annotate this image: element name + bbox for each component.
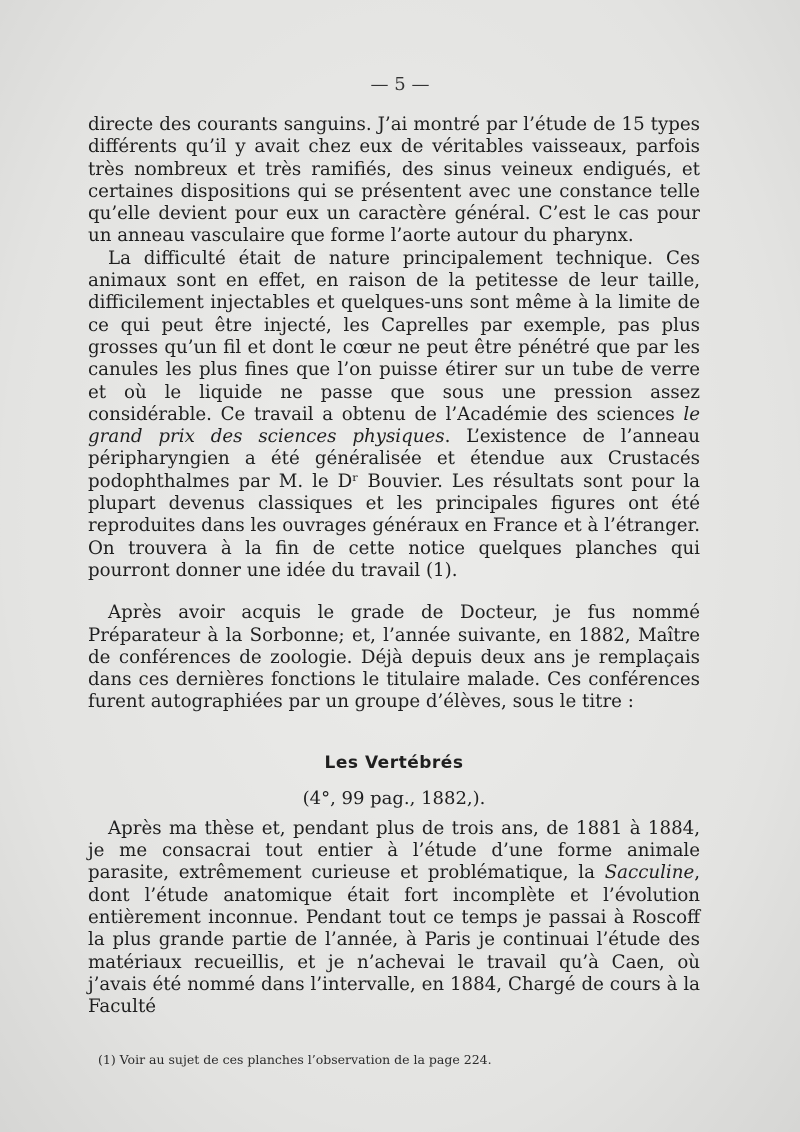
paragraph-2-italic: le grand prix des sciences physiques: [88, 403, 700, 448]
paragraph-2-text-a: La difficulté était de nature principalement technique. Ces animaux sont en effet, en raison de la petitesse de leur taille, difficilement injectables et quelques-uns sont même à la limite de ce qui peut être injecté, les Caprelles par exemple, pas plus grosses qu’un fil et dont le cœur ne peut être pénétré que par les canules les plus fines que l’on puisse étirer sur un tube de verre et où le liquide ne passe que sous une pression assez considérable. Ce travail a obtenu de l’Académie des sciences: [88, 247, 700, 425]
paragraph-4-text-a: Après ma thèse et, pendant plus de trois ans, de 1881 à 1884, je me consacrai tout entier à l’étude d’une forme animale parasite, extrêmement curieuse et problématique, la: [88, 817, 700, 884]
footnote: (1) Voir au sujet de ces planches l’observation de la page 224.: [98, 1052, 492, 1067]
paragraph-2-text-b: . L’existence de l’anneau péripharyngien a été généralisée et étendue aux Crustacés podophthalmes par M. le Dʳ Bouvier. Les résultats sont pour la plupart devenus classiques et les principales figures ont été reproduites dans les ouvrages généraux en France et à l’étranger. On trouvera à la fin de cette notice quelques planches qui pourront donner une idée du travail (1).: [88, 426, 700, 581]
paragraph-4-italic: Sacculine: [604, 862, 695, 884]
body-text: [88, 114, 700, 1018]
section-title: Les Vertébrés: [324, 752, 464, 773]
page-number: — 5 —: [370, 74, 430, 95]
paragraph-1: directe des courants sanguins. J’ai montré par l’étude de 15 types différents qu’il y avait chez eux de véritables vaisseaux, parfois très nombreux et très ramifiés, des sinus veineux endigués, et certaines dispositions qui se présentent avec une constance telle qu’elle devient pour eux un caractère général. C’est le cas pour un anneau vasculaire que forme l’aorte autour du pharynx.: [88, 114, 700, 247]
paragraph-4-text-b: , dont l’étude anatomique était fort incomplète et l’évolution entièrement inconnue. Pendant tout ce temps je passai à Roscoff la plus grande partie de l’année, à Paris je continuai l’étude des matériaux recueillis, et je n’achevai le travail qu’à Caen, où j’avais été nommé dans l’intervalle, en 1884, Chargé de cours à la Faculté: [88, 862, 700, 1018]
paragraph-2: [88, 248, 700, 582]
section-details: (4°, 99 pag., 1882,).: [302, 787, 486, 809]
paragraph-3: Après avoir acquis le grade de Docteur, je fus nommé Préparateur à la Sorbonne; et, l’année suivante, en 1882, Maître de conférences de zoologie. Déjà depuis deux ans je remplaçais dans ces dernières fonctions le titulaire malade. Ces conférences furent autographiées par un groupe d’élèves, sous le titre :: [88, 602, 700, 713]
paragraph-4: [88, 818, 700, 1019]
